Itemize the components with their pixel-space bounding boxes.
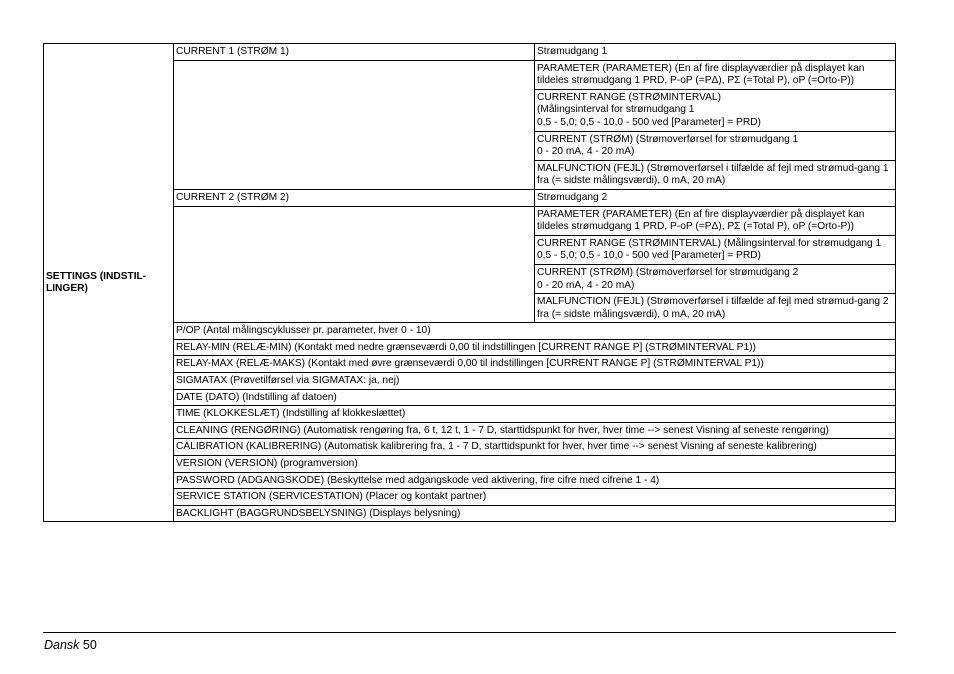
- current1-malfunction: MALFUNCTION (FEJL) (Strømoverførsel i tilfælde af fejl med strømud-gang 1 fra (= sidste målingsværdi), 0 mA, 20 mA): [535, 160, 896, 189]
- section-label: SETTINGS (INDSTIL-LINGER): [44, 44, 174, 522]
- setting-row-service-station: SERVICE STATION (SERVICESTATION) (Placer og kontakt partner): [174, 489, 896, 506]
- current1-title: Strømudgang 1: [535, 44, 896, 61]
- current2-current-line: 0 - 20 mA, 4 - 20 mA): [537, 279, 635, 291]
- footer-language: Dansk: [44, 638, 80, 652]
- current2-parameter: PARAMETER (PARAMETER) (En af fire displayværdier på displayet kan tildeles strømudgang 1 PRD, P-oP (=PΔ), PΣ (=Total P), oP (=Orto-P)): [535, 206, 896, 235]
- footer-divider: [43, 632, 896, 633]
- setting-row-cleaning: CLEANING (RENGØRING) (Automatisk rengøring fra, 6 t, 12 t, 1 - 7 D, starttidspunkt for hver, hver time --> senest Visning af seneste rengøring): [174, 422, 896, 439]
- current2-title: Strømudgang 2: [535, 189, 896, 206]
- current1-current-line: 0 - 20 mA, 4 - 20 mA): [537, 146, 635, 158]
- setting-row-backlight: BACKLIGHT (BAGGRUNDSBELYSNING) (Displays belysning): [174, 505, 896, 522]
- setting-row-time: TIME (KLOKKESLÆT) (Indstilling af klokkeslættet): [174, 406, 896, 423]
- current1-spacer: [174, 60, 535, 189]
- setting-row-version: VERSION (VERSION) (programversion): [174, 456, 896, 473]
- current2-spacer: [174, 206, 535, 323]
- current2-range-line: CURRENT RANGE (STRØMINTERVAL) (Målingsinterval for strømudgang 1: [537, 237, 882, 249]
- current2-malfunction: MALFUNCTION (FEJL) (Strømoverførsel i tilfælde af fejl med strømud-gang 2 fra (= sidste målingsværdi), 0 mA, 20 mA): [535, 294, 896, 323]
- current1-parameter: PARAMETER (PARAMETER) (En af fire displayværdier på displayet kan tildeles strømudgang 1 PRD, P-oP (=PΔ), PΣ (=Total P), oP (=Orto-P)): [535, 60, 896, 89]
- footer-page-number: 50: [82, 638, 97, 652]
- setting-row-calibration: CALIBRATION (KALIBRERING) (Automatisk kalibrering fra, 1 - 7 D, starttidspunkt for hver, hver time --> senest Visning af seneste kalibrering): [174, 439, 896, 456]
- current1-range-line: CURRENT RANGE (STRØMINTERVAL): [537, 91, 721, 103]
- setting-row-date: DATE (DATO) (Indstilling af datoen): [174, 389, 896, 406]
- current2-range: [535, 235, 896, 264]
- setting-row-relay-max: RELAY-MAX (RELÆ-MAKS) (Kontakt med øvre grænseværdi 0,00 til indstillingen [CURRENT RANGE P] (STRØMINTERVAL P1)): [174, 356, 896, 373]
- page-footer: [44, 638, 97, 652]
- current1-range: [535, 89, 896, 131]
- current2-current-line: CURRENT (STRØM) (Strømoverførsel for strømudgang 2: [537, 266, 799, 278]
- setting-row-pop: P/OP (Antal målingscyklusser pr. parameter, hver 0 - 10): [174, 323, 896, 340]
- current1-range-line: 0,5 - 5,0; 0,5 - 10,0 - 500 ved [Parameter] = PRD): [537, 116, 761, 128]
- current2-current: [535, 264, 896, 293]
- current1-current: [535, 131, 896, 160]
- current1-current-line: CURRENT (STRØM) (Strømoverførsel for strømudgang 1: [537, 133, 799, 145]
- setting-row-password: PASSWORD (ADGANGSKODE) (Beskyttelse med adgangskode ved aktivering, fire cifre med cifrene 1 - 4): [174, 472, 896, 489]
- setting-row-sigmatax: SIGMATAX (Prøvetilførsel via SIGMATAX: ja, nej): [174, 373, 896, 390]
- settings-table: [43, 43, 896, 522]
- setting-row-relay-min: RELAY-MIN (RELÆ-MIN) (Kontakt med nedre grænseværdi 0,00 til indstillingen [CURRENT RANGE P] (STRØMINTERVAL P1)): [174, 339, 896, 356]
- current2-range-line: 0,5 - 5,0; 0,5 - 10,0 - 500 ved [Parameter] = PRD): [537, 250, 761, 262]
- current1-range-line: (Målingsinterval for strømudgang 1: [537, 104, 695, 116]
- current2-label: CURRENT 2 (STRØM 2): [174, 189, 535, 206]
- current1-label: CURRENT 1 (STRØM 1): [174, 44, 535, 61]
